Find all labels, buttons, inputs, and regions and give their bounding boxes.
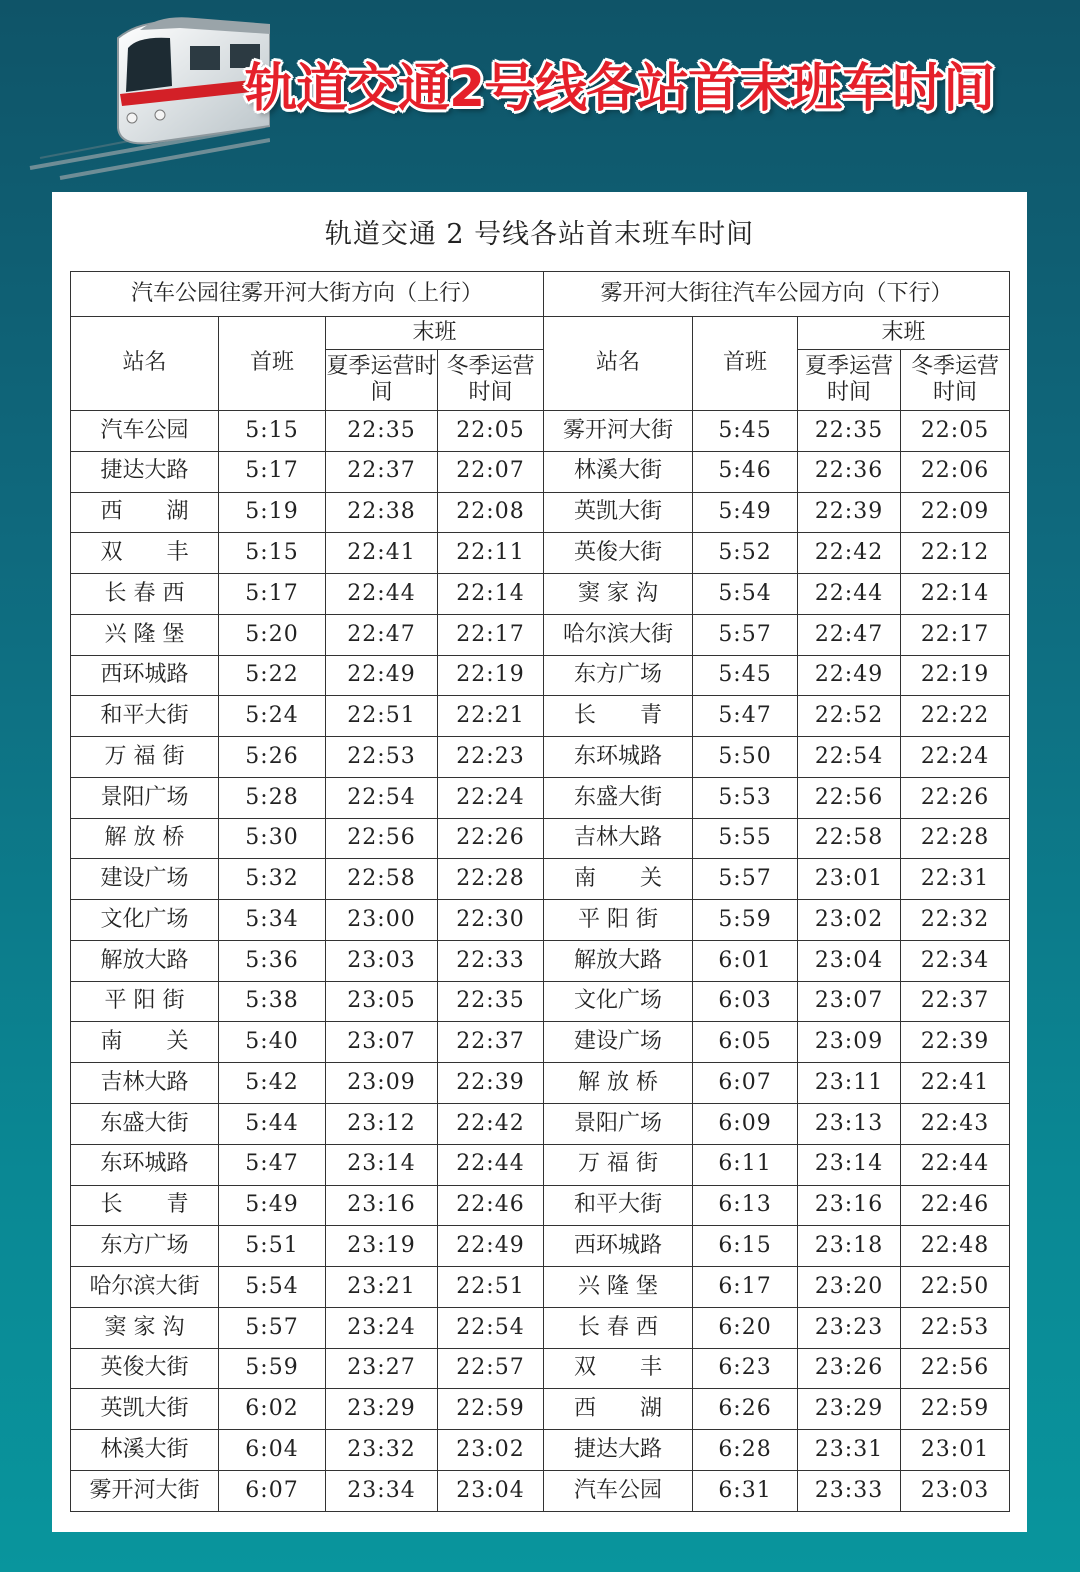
down-station-cell: 南 关 bbox=[544, 859, 693, 900]
table-row bbox=[71, 1063, 1010, 1104]
down-first-train-cell: 6:07 bbox=[693, 1063, 798, 1104]
down-station-cell: 东环城路 bbox=[544, 737, 693, 778]
down-station-cell: 平 阳 街 bbox=[544, 900, 693, 941]
table-row bbox=[71, 1430, 1010, 1471]
down-winter-last-cell: 22:09 bbox=[901, 492, 1010, 533]
up-first-train-cell: 5:20 bbox=[219, 614, 326, 655]
down-winter-last-cell: 22:26 bbox=[901, 777, 1010, 818]
up-summer-last-cell: 23:05 bbox=[326, 981, 438, 1022]
up-summer-last-cell: 23:16 bbox=[326, 1185, 438, 1226]
up-summer-last-cell: 22:47 bbox=[326, 614, 438, 655]
down-first-train-cell: 5:45 bbox=[693, 411, 798, 452]
table-row bbox=[71, 1022, 1010, 1063]
up-winter-last-cell: 22:39 bbox=[438, 1063, 544, 1104]
down-first-train-cell: 5:57 bbox=[693, 614, 798, 655]
up-first-train-cell: 6:04 bbox=[219, 1430, 326, 1471]
up-first-train-cell: 5:30 bbox=[219, 818, 326, 859]
down-winter-last-cell: 22:41 bbox=[901, 1063, 1010, 1104]
down-first-train-cell: 5:46 bbox=[693, 451, 798, 492]
train-icon bbox=[20, 8, 270, 183]
down-station-cell: 东方广场 bbox=[544, 655, 693, 696]
down-winter-last-cell: 22:44 bbox=[901, 1144, 1010, 1185]
up-station-cell: 景阳广场 bbox=[71, 777, 219, 818]
down-summer-last-cell: 22:52 bbox=[798, 696, 901, 737]
up-winter-last-cell: 22:42 bbox=[438, 1104, 544, 1145]
up-summer-last-cell: 23:21 bbox=[326, 1267, 438, 1308]
down-station-cell: 西 湖 bbox=[544, 1389, 693, 1430]
down-first-train-cell: 6:01 bbox=[693, 940, 798, 981]
down-winter-last-cell: 22:12 bbox=[901, 533, 1010, 574]
down-winter-last-cell: 22:59 bbox=[901, 1389, 1010, 1430]
up-winter-last-cell: 22:49 bbox=[438, 1226, 544, 1267]
down-first-train-cell: 6:05 bbox=[693, 1022, 798, 1063]
down-summer-last-cell: 22:44 bbox=[798, 574, 901, 615]
up-first-train-cell: 5:38 bbox=[219, 981, 326, 1022]
down-station-cell: 解 放 桥 bbox=[544, 1063, 693, 1104]
up-winter-last-cell: 22:51 bbox=[438, 1267, 544, 1308]
down-summer-last-cell: 23:04 bbox=[798, 940, 901, 981]
down-station-cell: 长 青 bbox=[544, 696, 693, 737]
up-first-train-cell: 5:26 bbox=[219, 737, 326, 778]
up-summer-last-cell: 22:54 bbox=[326, 777, 438, 818]
down-first-train-cell: 6:31 bbox=[693, 1470, 798, 1511]
up-station-cell: 解放大路 bbox=[71, 940, 219, 981]
down-first-train-cell: 5:57 bbox=[693, 859, 798, 900]
down-station-cell: 解放大路 bbox=[544, 940, 693, 981]
up-station-cell: 雾开河大街 bbox=[71, 1470, 219, 1511]
down-winter-last-cell: 22:39 bbox=[901, 1022, 1010, 1063]
down-first-train-cell: 5:49 bbox=[693, 492, 798, 533]
up-summer-last-cell: 22:58 bbox=[326, 859, 438, 900]
up-summer-last-cell: 23:03 bbox=[326, 940, 438, 981]
timetable bbox=[70, 271, 1010, 1512]
up-summer-last-cell: 23:00 bbox=[326, 900, 438, 941]
up-winter-last-cell: 22:07 bbox=[438, 451, 544, 492]
down-station-cell: 窦 家 沟 bbox=[544, 574, 693, 615]
summer-header: 夏季运营时间 bbox=[326, 350, 438, 411]
up-station-cell: 汽车公园 bbox=[71, 411, 219, 452]
up-winter-last-cell: 22:59 bbox=[438, 1389, 544, 1430]
up-station-cell: 哈尔滨大街 bbox=[71, 1267, 219, 1308]
down-first-train-cell: 5:47 bbox=[693, 696, 798, 737]
up-first-train-cell: 5:40 bbox=[219, 1022, 326, 1063]
station-header: 站名 bbox=[544, 317, 693, 411]
down-winter-last-cell: 22:50 bbox=[901, 1267, 1010, 1308]
down-winter-last-cell: 22:19 bbox=[901, 655, 1010, 696]
table-row bbox=[71, 1389, 1010, 1430]
down-summer-last-cell: 22:35 bbox=[798, 411, 901, 452]
up-summer-last-cell: 22:56 bbox=[326, 818, 438, 859]
down-first-train-cell: 5:52 bbox=[693, 533, 798, 574]
down-summer-last-cell: 22:47 bbox=[798, 614, 901, 655]
up-station-cell: 捷达大路 bbox=[71, 451, 219, 492]
down-first-train-cell: 5:53 bbox=[693, 777, 798, 818]
up-winter-last-cell: 23:02 bbox=[438, 1430, 544, 1471]
up-first-train-cell: 5:59 bbox=[219, 1348, 326, 1389]
down-station-cell: 西环城路 bbox=[544, 1226, 693, 1267]
table-row bbox=[71, 1470, 1010, 1511]
down-first-train-cell: 6:28 bbox=[693, 1430, 798, 1471]
up-summer-last-cell: 23:27 bbox=[326, 1348, 438, 1389]
first-train-header: 首班 bbox=[219, 317, 326, 411]
down-first-train-cell: 5:59 bbox=[693, 900, 798, 941]
down-station-cell: 林溪大街 bbox=[544, 451, 693, 492]
up-winter-last-cell: 22:46 bbox=[438, 1185, 544, 1226]
up-winter-last-cell: 22:08 bbox=[438, 492, 544, 533]
down-winter-last-cell: 22:24 bbox=[901, 737, 1010, 778]
table-row bbox=[71, 1307, 1010, 1348]
down-station-cell: 吉林大路 bbox=[544, 818, 693, 859]
up-summer-last-cell: 23:09 bbox=[326, 1063, 438, 1104]
up-summer-last-cell: 23:24 bbox=[326, 1307, 438, 1348]
up-station-cell: 东盛大街 bbox=[71, 1104, 219, 1145]
up-summer-last-cell: 22:37 bbox=[326, 451, 438, 492]
down-summer-last-cell: 22:54 bbox=[798, 737, 901, 778]
down-summer-last-cell: 23:29 bbox=[798, 1389, 901, 1430]
up-station-cell: 英俊大街 bbox=[71, 1348, 219, 1389]
down-winter-last-cell: 23:01 bbox=[901, 1430, 1010, 1471]
up-summer-last-cell: 23:19 bbox=[326, 1226, 438, 1267]
summer-header: 夏季运营时间 bbox=[798, 350, 901, 411]
up-station-cell: 长 春 西 bbox=[71, 574, 219, 615]
down-winter-last-cell: 22:06 bbox=[901, 451, 1010, 492]
down-first-train-cell: 5:54 bbox=[693, 574, 798, 615]
table-row bbox=[71, 614, 1010, 655]
up-station-cell: 建设广场 bbox=[71, 859, 219, 900]
up-winter-last-cell: 22:35 bbox=[438, 981, 544, 1022]
up-first-train-cell: 6:02 bbox=[219, 1389, 326, 1430]
up-station-cell: 和平大街 bbox=[71, 696, 219, 737]
down-summer-last-cell: 23:18 bbox=[798, 1226, 901, 1267]
up-summer-last-cell: 22:51 bbox=[326, 696, 438, 737]
up-first-train-cell: 5:49 bbox=[219, 1185, 326, 1226]
down-summer-last-cell: 23:20 bbox=[798, 1267, 901, 1308]
up-first-train-cell: 5:15 bbox=[219, 533, 326, 574]
banner-title: 轨道交通2号线各站首末班车时间 bbox=[245, 59, 995, 119]
down-first-train-cell: 5:45 bbox=[693, 655, 798, 696]
up-summer-last-cell: 22:38 bbox=[326, 492, 438, 533]
down-first-train-cell: 6:13 bbox=[693, 1185, 798, 1226]
up-winter-last-cell: 22:11 bbox=[438, 533, 544, 574]
up-station-cell: 英凯大街 bbox=[71, 1389, 219, 1430]
down-station-cell: 景阳广场 bbox=[544, 1104, 693, 1145]
up-station-cell: 西环城路 bbox=[71, 655, 219, 696]
down-summer-last-cell: 23:23 bbox=[798, 1307, 901, 1348]
up-winter-last-cell: 22:44 bbox=[438, 1144, 544, 1185]
up-station-cell: 窦 家 沟 bbox=[71, 1307, 219, 1348]
down-winter-last-cell: 23:03 bbox=[901, 1470, 1010, 1511]
up-winter-last-cell: 23:04 bbox=[438, 1470, 544, 1511]
down-station-cell: 英凯大街 bbox=[544, 492, 693, 533]
up-winter-last-cell: 22:21 bbox=[438, 696, 544, 737]
table-row bbox=[71, 818, 1010, 859]
table-row bbox=[71, 411, 1010, 452]
first-train-header: 首班 bbox=[693, 317, 798, 411]
up-first-train-cell: 6:07 bbox=[219, 1470, 326, 1511]
up-summer-last-cell: 23:32 bbox=[326, 1430, 438, 1471]
down-station-cell: 文化广场 bbox=[544, 981, 693, 1022]
down-first-train-cell: 6:11 bbox=[693, 1144, 798, 1185]
table-row bbox=[71, 777, 1010, 818]
down-first-train-cell: 6:09 bbox=[693, 1104, 798, 1145]
up-summer-last-cell: 22:49 bbox=[326, 655, 438, 696]
down-winter-last-cell: 22:43 bbox=[901, 1104, 1010, 1145]
up-summer-last-cell: 22:53 bbox=[326, 737, 438, 778]
table-row bbox=[71, 574, 1010, 615]
up-summer-last-cell: 23:34 bbox=[326, 1470, 438, 1511]
down-first-train-cell: 6:20 bbox=[693, 1307, 798, 1348]
table-row bbox=[71, 655, 1010, 696]
table-row bbox=[71, 1267, 1010, 1308]
down-winter-last-cell: 22:46 bbox=[901, 1185, 1010, 1226]
table-row bbox=[71, 1104, 1010, 1145]
down-summer-last-cell: 22:56 bbox=[798, 777, 901, 818]
down-station-cell: 长 春 西 bbox=[544, 1307, 693, 1348]
up-winter-last-cell: 22:05 bbox=[438, 411, 544, 452]
last-train-header: 末班 bbox=[326, 317, 544, 350]
down-winter-last-cell: 22:48 bbox=[901, 1226, 1010, 1267]
up-first-train-cell: 5:32 bbox=[219, 859, 326, 900]
down-winter-last-cell: 22:22 bbox=[901, 696, 1010, 737]
timetable-body bbox=[71, 411, 1010, 1512]
down-station-cell: 哈尔滨大街 bbox=[544, 614, 693, 655]
down-station-cell: 兴 隆 堡 bbox=[544, 1267, 693, 1308]
down-winter-last-cell: 22:28 bbox=[901, 818, 1010, 859]
table-row bbox=[71, 1226, 1010, 1267]
down-summer-last-cell: 23:16 bbox=[798, 1185, 901, 1226]
up-first-train-cell: 5:28 bbox=[219, 777, 326, 818]
table-row bbox=[71, 900, 1010, 941]
down-station-cell: 万 福 街 bbox=[544, 1144, 693, 1185]
up-winter-last-cell: 22:14 bbox=[438, 574, 544, 615]
up-first-train-cell: 5:54 bbox=[219, 1267, 326, 1308]
down-summer-last-cell: 22:49 bbox=[798, 655, 901, 696]
down-station-cell: 汽车公园 bbox=[544, 1470, 693, 1511]
down-summer-last-cell: 23:01 bbox=[798, 859, 901, 900]
up-winter-last-cell: 22:54 bbox=[438, 1307, 544, 1348]
down-summer-last-cell: 22:39 bbox=[798, 492, 901, 533]
up-station-cell: 兴 隆 堡 bbox=[71, 614, 219, 655]
down-summer-last-cell: 23:14 bbox=[798, 1144, 901, 1185]
up-direction-header: 汽车公园往雾开河大街方向（上行） bbox=[71, 272, 544, 317]
last-train-header: 末班 bbox=[798, 317, 1010, 350]
up-first-train-cell: 5:17 bbox=[219, 451, 326, 492]
up-winter-last-cell: 22:30 bbox=[438, 900, 544, 941]
up-summer-last-cell: 23:07 bbox=[326, 1022, 438, 1063]
down-winter-last-cell: 22:53 bbox=[901, 1307, 1010, 1348]
down-summer-last-cell: 23:09 bbox=[798, 1022, 901, 1063]
banner bbox=[0, 0, 1080, 190]
up-winter-last-cell: 22:57 bbox=[438, 1348, 544, 1389]
down-winter-last-cell: 22:05 bbox=[901, 411, 1010, 452]
up-station-cell: 东环城路 bbox=[71, 1144, 219, 1185]
up-station-cell: 万 福 街 bbox=[71, 737, 219, 778]
table-row bbox=[71, 696, 1010, 737]
up-summer-last-cell: 23:14 bbox=[326, 1144, 438, 1185]
down-station-cell: 和平大街 bbox=[544, 1185, 693, 1226]
up-first-train-cell: 5:19 bbox=[219, 492, 326, 533]
down-summer-last-cell: 23:13 bbox=[798, 1104, 901, 1145]
down-summer-last-cell: 22:58 bbox=[798, 818, 901, 859]
up-winter-last-cell: 22:33 bbox=[438, 940, 544, 981]
up-station-cell: 南 关 bbox=[71, 1022, 219, 1063]
down-first-train-cell: 6:03 bbox=[693, 981, 798, 1022]
down-first-train-cell: 6:26 bbox=[693, 1389, 798, 1430]
up-winter-last-cell: 22:19 bbox=[438, 655, 544, 696]
winter-header: 冬季运营时间 bbox=[438, 350, 544, 411]
down-winter-last-cell: 22:31 bbox=[901, 859, 1010, 900]
up-winter-last-cell: 22:23 bbox=[438, 737, 544, 778]
timetable-sheet bbox=[52, 192, 1027, 1532]
down-summer-last-cell: 23:31 bbox=[798, 1430, 901, 1471]
down-winter-last-cell: 22:32 bbox=[901, 900, 1010, 941]
up-station-cell: 长 青 bbox=[71, 1185, 219, 1226]
down-winter-last-cell: 22:17 bbox=[901, 614, 1010, 655]
down-summer-last-cell: 23:26 bbox=[798, 1348, 901, 1389]
up-winter-last-cell: 22:26 bbox=[438, 818, 544, 859]
document-title: 轨道交通 2 号线各站首末班车时间 bbox=[324, 219, 755, 250]
up-summer-last-cell: 23:29 bbox=[326, 1389, 438, 1430]
up-station-cell: 东方广场 bbox=[71, 1226, 219, 1267]
table-row bbox=[71, 533, 1010, 574]
down-station-cell: 英俊大街 bbox=[544, 533, 693, 574]
down-first-train-cell: 5:55 bbox=[693, 818, 798, 859]
up-winter-last-cell: 22:37 bbox=[438, 1022, 544, 1063]
down-summer-last-cell: 23:11 bbox=[798, 1063, 901, 1104]
down-first-train-cell: 5:50 bbox=[693, 737, 798, 778]
up-summer-last-cell: 22:44 bbox=[326, 574, 438, 615]
winter-header: 冬季运营时间 bbox=[901, 350, 1010, 411]
down-direction-header: 雾开河大街往汽车公园方向（下行） bbox=[544, 272, 1010, 317]
up-first-train-cell: 5:17 bbox=[219, 574, 326, 615]
up-summer-last-cell: 22:41 bbox=[326, 533, 438, 574]
down-winter-last-cell: 22:37 bbox=[901, 981, 1010, 1022]
up-winter-last-cell: 22:17 bbox=[438, 614, 544, 655]
up-first-train-cell: 5:36 bbox=[219, 940, 326, 981]
down-station-cell: 捷达大路 bbox=[544, 1430, 693, 1471]
up-station-cell: 解 放 桥 bbox=[71, 818, 219, 859]
down-first-train-cell: 6:15 bbox=[693, 1226, 798, 1267]
up-first-train-cell: 5:24 bbox=[219, 696, 326, 737]
up-station-cell: 吉林大路 bbox=[71, 1063, 219, 1104]
down-station-cell: 东盛大街 bbox=[544, 777, 693, 818]
up-summer-last-cell: 23:12 bbox=[326, 1104, 438, 1145]
station-header: 站名 bbox=[71, 317, 219, 411]
up-winter-last-cell: 22:24 bbox=[438, 777, 544, 818]
up-first-train-cell: 5:44 bbox=[219, 1104, 326, 1145]
up-first-train-cell: 5:51 bbox=[219, 1226, 326, 1267]
up-station-cell: 平 阳 街 bbox=[71, 981, 219, 1022]
down-winter-last-cell: 22:14 bbox=[901, 574, 1010, 615]
table-row bbox=[71, 451, 1010, 492]
down-winter-last-cell: 22:56 bbox=[901, 1348, 1010, 1389]
up-first-train-cell: 5:15 bbox=[219, 411, 326, 452]
up-station-cell: 西 湖 bbox=[71, 492, 219, 533]
down-winter-last-cell: 22:34 bbox=[901, 940, 1010, 981]
up-first-train-cell: 5:34 bbox=[219, 900, 326, 941]
down-summer-last-cell: 23:33 bbox=[798, 1470, 901, 1511]
down-first-train-cell: 6:23 bbox=[693, 1348, 798, 1389]
up-winter-last-cell: 22:28 bbox=[438, 859, 544, 900]
down-summer-last-cell: 23:02 bbox=[798, 900, 901, 941]
up-station-cell: 文化广场 bbox=[71, 900, 219, 941]
down-station-cell: 双 丰 bbox=[544, 1348, 693, 1389]
up-first-train-cell: 5:47 bbox=[219, 1144, 326, 1185]
down-first-train-cell: 6:17 bbox=[693, 1267, 798, 1308]
down-summer-last-cell: 22:42 bbox=[798, 533, 901, 574]
table-row bbox=[71, 940, 1010, 981]
table-row bbox=[71, 492, 1010, 533]
table-row bbox=[71, 1185, 1010, 1226]
down-station-cell: 雾开河大街 bbox=[544, 411, 693, 452]
table-row bbox=[71, 981, 1010, 1022]
up-station-cell: 林溪大街 bbox=[71, 1430, 219, 1471]
down-summer-last-cell: 22:36 bbox=[798, 451, 901, 492]
table-row bbox=[71, 1348, 1010, 1389]
up-first-train-cell: 5:57 bbox=[219, 1307, 326, 1348]
up-first-train-cell: 5:22 bbox=[219, 655, 326, 696]
table-row bbox=[71, 1144, 1010, 1185]
up-first-train-cell: 5:42 bbox=[219, 1063, 326, 1104]
up-summer-last-cell: 22:35 bbox=[326, 411, 438, 452]
table-row bbox=[71, 737, 1010, 778]
table-row bbox=[71, 859, 1010, 900]
down-station-cell: 建设广场 bbox=[544, 1022, 693, 1063]
up-station-cell: 双 丰 bbox=[71, 533, 219, 574]
down-summer-last-cell: 23:07 bbox=[798, 981, 901, 1022]
